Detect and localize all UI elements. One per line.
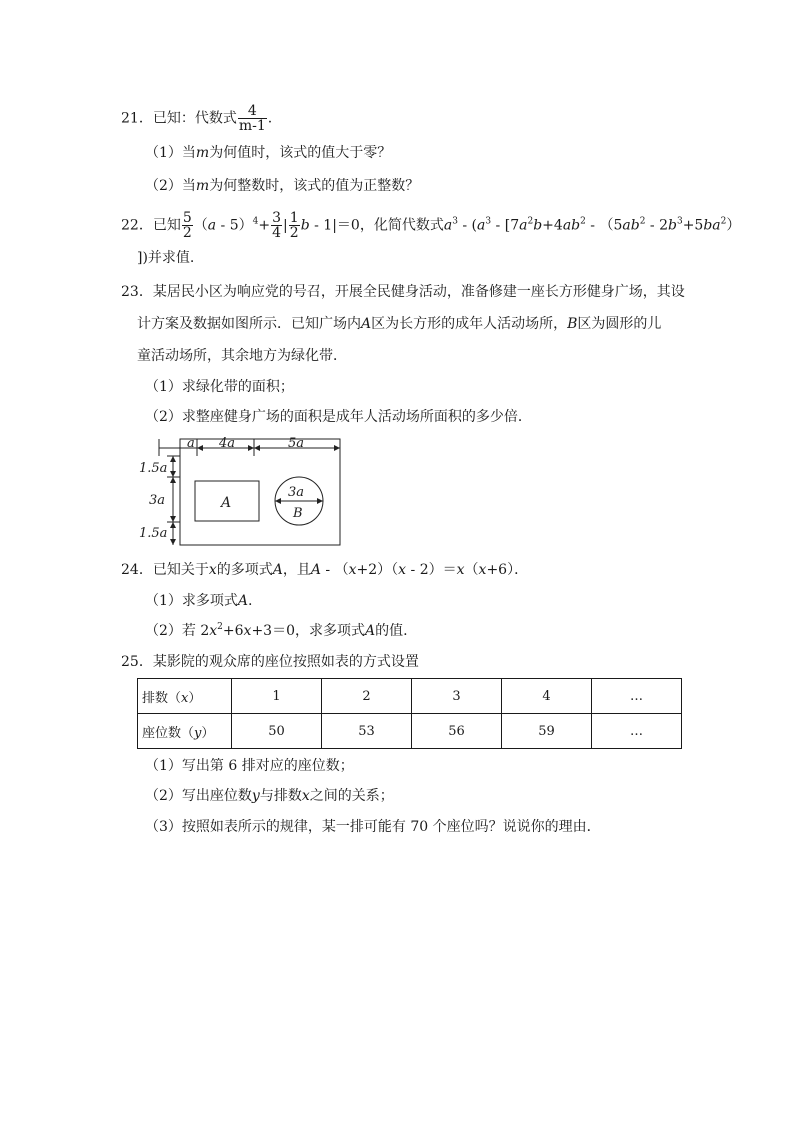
table-cell: 53 [322, 714, 412, 749]
table-cell: 2 [322, 679, 412, 714]
q25-stem: 25．某影院的观众席的座位按照如表的方式设置 [121, 654, 419, 670]
seat-table [137, 678, 682, 749]
q22-line2: ])并求值. [137, 250, 195, 266]
q21-fraction: $\frac{4}{m-1}$ [238, 103, 266, 134]
q21-stem: 21．已知：代数式 $\frac{4}{m-1}$ . [121, 103, 273, 134]
table-cell: … [592, 714, 682, 749]
zone-b-label: B [293, 506, 303, 521]
table-row-rows [138, 679, 682, 714]
q24-stem: 24．已知关于x的多项式A，且A - （x+2）（x - 2）＝x（x+6）． [121, 562, 529, 578]
zone-a-label: A [221, 495, 232, 511]
q24-sub1: （1）求多项式A. [145, 593, 253, 609]
park-outline [180, 439, 340, 545]
q22-fraction-1: $\frac{5}{2}$ [182, 210, 192, 241]
q24-sub2: （2）若 $2x^2+6x+3=0$，求多项式A的值. [145, 622, 408, 639]
q23-line2: 计方案及数据如图所示．已知广场内A区为长方形的成年人活动场所，B区为圆形的儿 [137, 316, 662, 332]
q22-fraction-3: $\frac{1}{2}$ [289, 210, 299, 241]
q25-sub3: （3）按照如表所示的规律，某一排可能有 70 个座位吗？说说你的理由． [145, 819, 601, 835]
dim-5a: 5a [288, 436, 305, 451]
q23-sub2: （2）求整座健身广场的面积是成年人活动场所面积的多少倍． [145, 409, 532, 425]
table-cell: 4 [502, 679, 592, 714]
table-cell: 59 [502, 714, 592, 749]
q23-line3: 童活动场所，其余地方为绿化带． [137, 348, 347, 364]
park-diagram [137, 434, 347, 550]
table-cell: 50 [232, 714, 322, 749]
q25-sub2: （2）写出座位数y与排数x之间的关系； [145, 788, 394, 804]
dim-1-5a-top: 1.5a [139, 461, 168, 476]
table-cell: … [592, 679, 682, 714]
q21-sub2: （2）当m为何整数时，该式的值为正整数？ [145, 178, 420, 194]
table-cell: 3 [412, 679, 502, 714]
row-count-header: 排数（x） [138, 679, 232, 714]
q22-stem: 22．已知 $\frac{5}{2}$ （a - 5）$^4$+ $\frac{3}{4}$ | $\frac{1}{2}$ b - 1|＝0，化简代数式$a^3 - (a^3 - [7a^2b+4ab^2 - (5ab^2 - 2b^3+5ba^2)$ [121, 210, 741, 241]
dim-4a: 4a [219, 436, 236, 451]
circle-diameter-label: 3a [288, 485, 305, 500]
dim-a: a [187, 436, 195, 451]
table-cell: 1 [232, 679, 322, 714]
q23-line1: 23．某居民小区为响应党的号召，开展全民健身活动，准备修建一座长方形健身广场，其设 [121, 284, 685, 300]
q25-sub1: （1）写出第 6 排对应的座位数； [145, 758, 354, 774]
q22-fraction-2: $\frac{3}{4}$ [272, 210, 282, 241]
dim-3a-left: 3a [149, 493, 166, 508]
table-row-seats [138, 714, 682, 749]
table-cell: 56 [412, 714, 502, 749]
seat-count-header: 座位数（y） [138, 714, 232, 749]
q23-sub1: （1）求绿化带的面积； [145, 379, 294, 395]
q21-sub1: （1）当m为何值时，该式的值大于零？ [145, 145, 392, 161]
dim-1-5a-bottom: 1.5a [139, 526, 168, 541]
